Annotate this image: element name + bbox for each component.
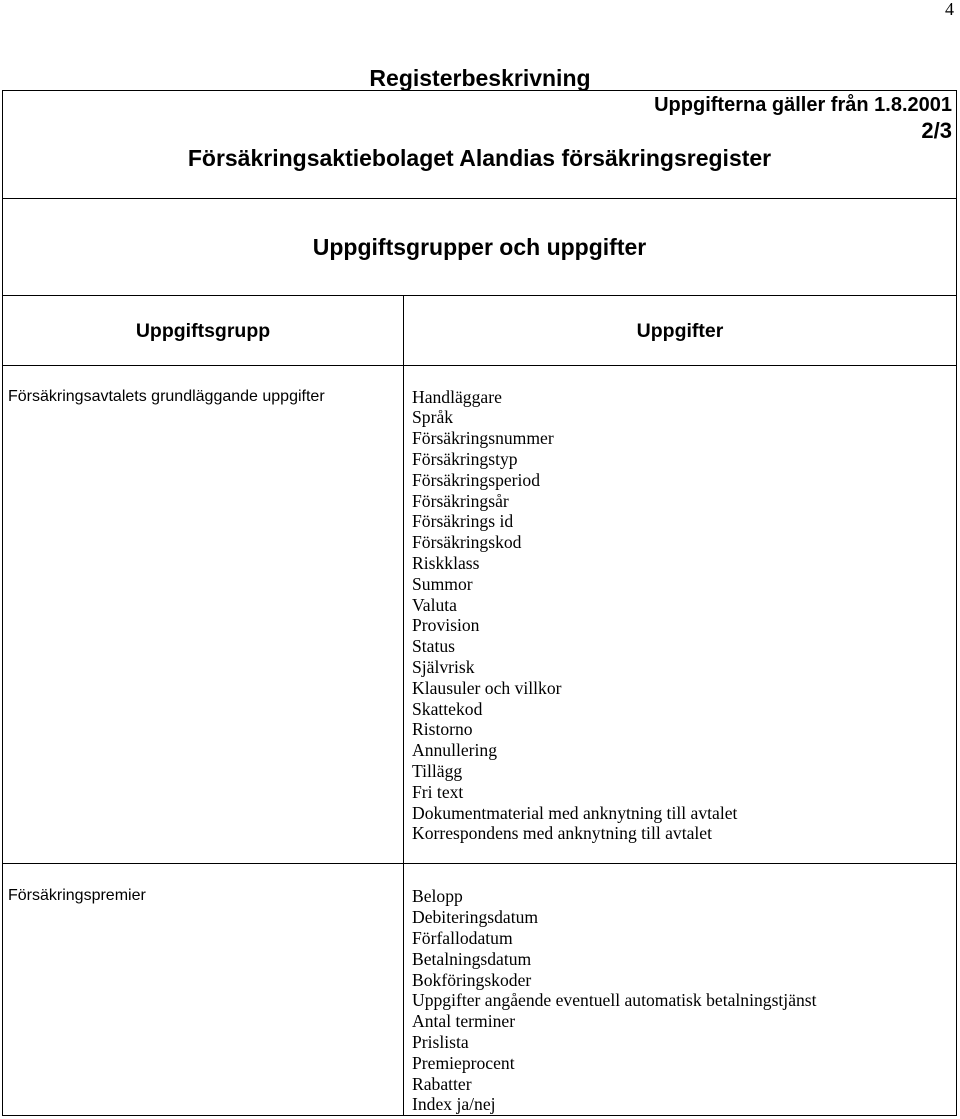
table-row (2, 863, 957, 1116)
field-item: Klausuler och villkor (412, 677, 562, 698)
field-item: Belopp (412, 886, 463, 907)
field-item: Premieprocent (412, 1052, 515, 1073)
section-title: Uppgiftsgrupper och uppgifter (312, 234, 647, 260)
column-header-items: Uppgifter (403, 296, 956, 365)
column-header-group: Uppgiftsgrupp (135, 319, 271, 342)
table-row (2, 365, 957, 864)
document-title: Registerbeskrivning (369, 65, 591, 91)
group-name: Försäkringsavtalets grundläggande uppgifter (8, 387, 325, 405)
field-item: Fri text (412, 781, 464, 802)
field-list (403, 366, 956, 863)
field-item: Annullering (412, 740, 498, 761)
field-item: Summor (412, 573, 473, 594)
field-item: Status (412, 636, 456, 657)
field-item: Försäkringsår (412, 490, 509, 511)
field-list (403, 864, 956, 1115)
field-item: Försäkrings id (412, 511, 514, 532)
field-item: Riskklass (412, 552, 480, 573)
field-item: Provision (412, 615, 480, 636)
field-item: Valuta (412, 594, 457, 615)
field-item: Prislista (412, 1031, 469, 1052)
field-item: Korrespondens med anknytning till avtalet (412, 823, 713, 844)
register-header-box (2, 90, 957, 199)
field-item: Försäkringsnummer (412, 428, 554, 449)
field-item: Index ja/nej (412, 1094, 496, 1115)
field-item: Betalningsdatum (412, 948, 532, 969)
field-item: Tillägg (412, 760, 463, 781)
field-item: Ristorno (412, 719, 473, 740)
field-item: Dokumentmaterial med anknytning till avtalet (412, 802, 738, 823)
page-number: 4 (945, 0, 954, 19)
field-item: Bokföringskoder (412, 969, 532, 990)
group-name: Försäkringspremier (8, 887, 146, 905)
field-item: Debiteringsdatum (412, 907, 539, 928)
validity-note: Uppgifterna gäller från 1.8.2001 (654, 94, 952, 116)
field-item: Självrisk (412, 656, 475, 677)
field-item: Språk (412, 407, 454, 428)
field-item: Rabatter (412, 1073, 472, 1094)
field-item: Förfallodatum (412, 927, 513, 948)
field-item: Antal terminer (412, 1011, 516, 1032)
section-title-box (2, 198, 957, 296)
field-item: Skattekod (412, 698, 483, 719)
field-item: Försäkringsperiod (412, 469, 541, 490)
field-item: Uppgifter angående eventuell automatisk betalningstjänst (412, 990, 817, 1011)
register-name: Försäkringsaktiebolaget Alandias försäkringsregister (187, 145, 772, 171)
field-item: Handläggare (412, 386, 502, 407)
table-header-row (2, 295, 957, 366)
page-of-label: 2/3 (921, 118, 952, 143)
field-item: Försäkringstyp (412, 448, 518, 469)
field-item: Försäkringskod (412, 532, 522, 553)
